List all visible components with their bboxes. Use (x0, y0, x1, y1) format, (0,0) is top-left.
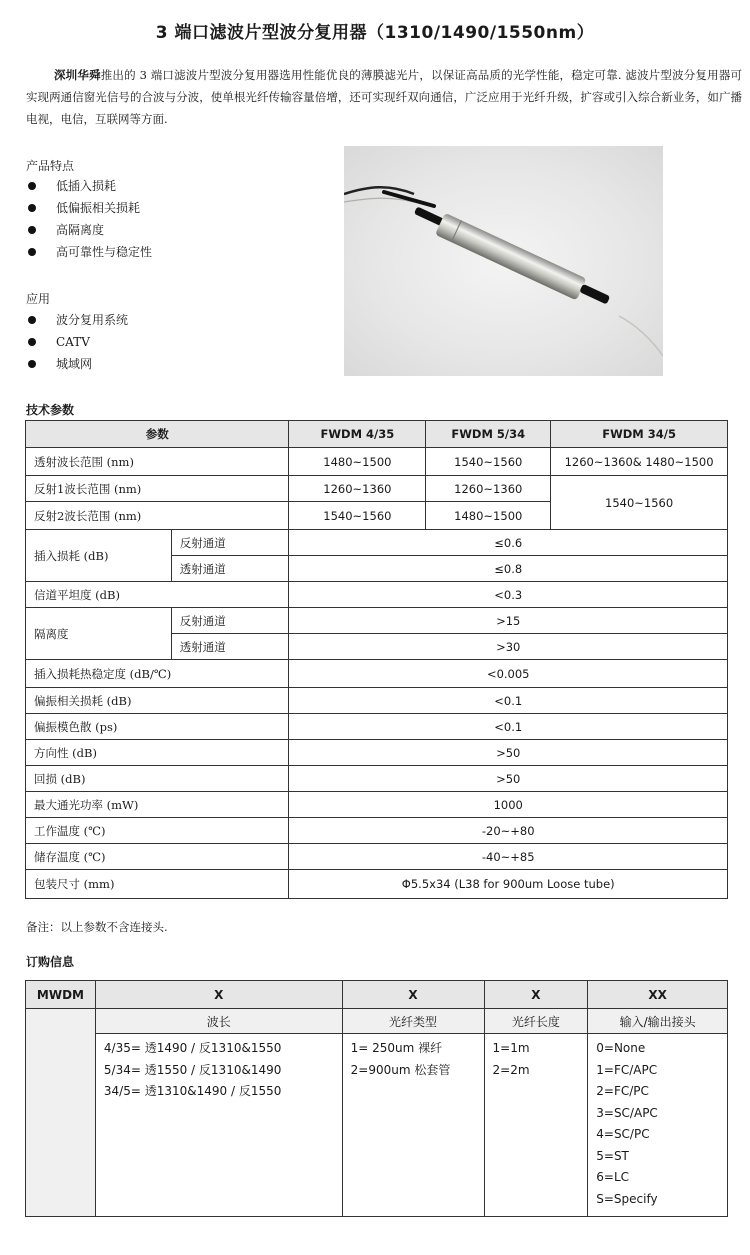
list-item: 2=FC/PC (596, 1084, 649, 1098)
list-item: 1= 250um 裸纤 (350, 1041, 443, 1055)
list-item: 0=None (596, 1041, 646, 1055)
table-row: 方向性 (dB) >50 (26, 740, 728, 766)
spec-note: 备注：以上参数不含连接头. (26, 920, 168, 934)
table-row: 偏振相关损耗 (dB) <0.1 (26, 688, 728, 714)
order-header-model: MWDM (26, 981, 96, 1009)
list-item: 低偏振相关损耗 (26, 197, 152, 219)
order-header-fiber-length-code: X (484, 981, 588, 1009)
list-item: 低插入损耗 (26, 175, 152, 197)
spec-heading: 技术参数 (26, 403, 75, 417)
spec-header-param: 参数 (26, 421, 289, 448)
table-row: 工作温度 (℃) -20~+80 (26, 818, 728, 844)
list-item: 6=LC (596, 1170, 630, 1184)
intro-text: 推出的 3 端口滤波片型波分复用器选用性能优良的薄膜滤光片，以保证高品质的光学性能，稳定可靠. 滤波片型波分复用器可实现两通信窗光信号的合波与分波，使单根光纤传输容量倍增，还可实现纤双向通信，广泛应用于光纤升级，扩容或引入综合新业务，如广播电视，电信，互联网等方面. (26, 68, 742, 126)
list-item: 1=1m (492, 1041, 530, 1055)
list-item: 4=SC/PC (596, 1127, 650, 1141)
brand-name: 深圳华舜 (54, 68, 101, 82)
spec-header-fwdm-5-34: FWDM 5/34 (426, 421, 551, 448)
order-subheader-wavelength: 波长 (95, 1009, 342, 1034)
order-subheader-fiber-type: 光纤类型 (342, 1009, 484, 1034)
order-header-connector-code: XX (588, 981, 728, 1009)
order-subheader-fiber-length: 光纤长度 (484, 1009, 588, 1034)
list-item: 3=SC/APC (596, 1105, 658, 1120)
bullet-icon (28, 182, 36, 190)
list-item: 1=FC/APC (596, 1062, 658, 1077)
table-row: 插入损耗 (dB) 反射通道 ≤0.6 (26, 530, 728, 556)
applications-heading: 应用 (26, 292, 51, 306)
product-photo (344, 146, 663, 376)
table-row: 透射通道 >30 (26, 634, 728, 660)
table-row: 回损 (dB) >50 (26, 766, 728, 792)
table-row: 包装尺寸 (mm) Φ5.5x34 (L38 for 900um Loose tube) (26, 870, 728, 899)
bullet-icon (28, 360, 36, 368)
table-row: 透射波长范围 (nm) 1480~1500 1540~1560 1260~1360& 1480~1500 (26, 448, 728, 476)
spec-table (25, 420, 728, 899)
order-table (25, 980, 728, 1217)
table-row: 反射1波长范围 (nm) 1260~1360 1260~1360 1540~1560 (26, 476, 728, 502)
list-item: CATV (26, 331, 128, 353)
features-list (26, 175, 152, 263)
intro-paragraph (26, 64, 742, 130)
list-item: 2=2m (492, 1062, 530, 1077)
list-item: 4/35= 透1490 / 反1310&1550 (103, 1041, 282, 1055)
bullet-icon (28, 316, 36, 324)
order-fiber-length-options (484, 1034, 588, 1217)
order-blank-cell (26, 1009, 96, 1217)
table-row: 偏振模色散 (ps) <0.1 (26, 714, 728, 740)
table-row: 信道平坦度 (dB) <0.3 (26, 582, 728, 608)
table-row: 储存温度 (℃) -40~+85 (26, 844, 728, 870)
list-item: 高隔离度 (26, 219, 152, 241)
order-header-fiber-type-code: X (342, 981, 484, 1009)
page-title: 3 端口滤波片型波分复用器（1310/1490/1550nm） (155, 23, 595, 43)
list-item: 2=900um 松套管 (350, 1062, 451, 1077)
order-wavelength-options (95, 1034, 342, 1217)
order-heading: 订购信息 (26, 955, 75, 969)
table-row: 最大通光功率 (mW) 1000 (26, 792, 728, 818)
table-row: 透射通道 ≤0.8 (26, 556, 728, 582)
table-row: 反射2波长范围 (nm) 1540~1560 1480~1500 (26, 502, 728, 530)
table-row: 隔离度 反射通道 >15 (26, 608, 728, 634)
bullet-icon (28, 226, 36, 234)
spec-header-fwdm-34-5: FWDM 34/5 (551, 421, 728, 448)
list-item: 5=ST (596, 1148, 629, 1163)
order-fiber-type-options (342, 1034, 484, 1217)
table-row: 插入损耗热稳定度 (dB/℃) <0.005 (26, 660, 728, 688)
order-header-wavelength-code: X (95, 981, 342, 1009)
list-item: 波分复用系统 (26, 309, 128, 331)
list-item: 5/34= 透1550 / 反1310&1490 (103, 1062, 282, 1077)
wdm-device-illustration (344, 146, 663, 376)
features-heading: 产品特点 (26, 159, 75, 173)
list-item: 城域网 (26, 353, 128, 375)
bullet-icon (28, 248, 36, 256)
bullet-icon (28, 338, 36, 346)
order-connector-options (588, 1034, 728, 1217)
list-item: 高可靠性与稳定性 (26, 241, 152, 263)
order-subheader-connector: 输入/输出接头 (588, 1009, 728, 1034)
bullet-icon (28, 204, 36, 212)
list-item: S=Specify (596, 1191, 658, 1206)
list-item: 34/5= 透1310&1490 / 反1550 (103, 1084, 282, 1098)
applications-list (26, 309, 128, 375)
spec-header-fwdm-4-35: FWDM 4/35 (289, 421, 426, 448)
